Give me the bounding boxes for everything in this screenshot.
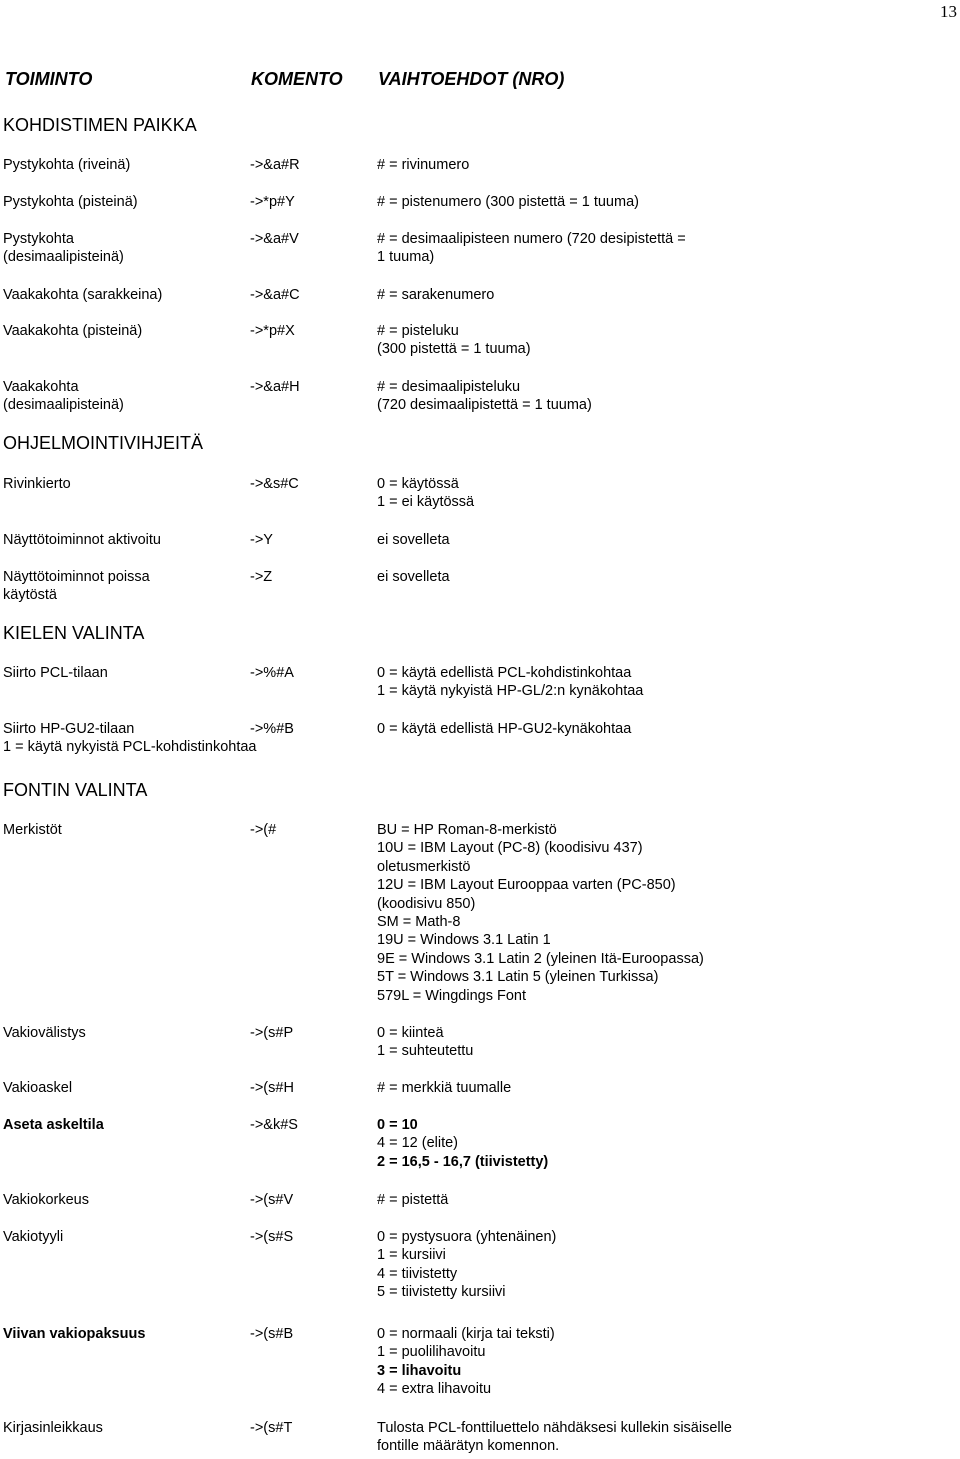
command-cell: ->Y xyxy=(250,532,273,548)
options-cell xyxy=(377,720,937,738)
options-cell xyxy=(377,1024,937,1061)
option-line: 4 = tiivistetty xyxy=(377,1265,458,1282)
function-cell: Siirto HP-GU2-tilaan xyxy=(3,721,135,737)
options-cell xyxy=(377,1116,937,1171)
command-cell: ->&a#H xyxy=(250,379,300,395)
option-line: 0 = normaali (kirja tai teksti) xyxy=(377,1326,555,1342)
header-options: VAIHTOEHDOT (NRO) xyxy=(378,69,565,89)
option-line: 1 = käytä nykyistä HP-GL/2:n kynäkohtaa xyxy=(377,683,644,700)
function-cell xyxy=(3,568,243,605)
options-cell xyxy=(377,230,937,267)
option-line: 1 = ei käytössä xyxy=(377,494,475,511)
option-line: 0 = käytä edellistä PCL-kohdistinkohtaa xyxy=(377,665,632,681)
section-title-cursor-position: KOHDISTIMEN PAIKKA xyxy=(3,115,197,135)
option-line: # = pisteluku xyxy=(377,323,459,339)
option-line: # = rivinumero xyxy=(377,157,470,173)
command-cell: ->&k#S xyxy=(250,1117,298,1133)
option-line: BU = HP Roman-8-merkistö xyxy=(377,822,557,838)
function-line: Pystykohta xyxy=(3,231,74,247)
option-line: # = desimaalipisteen numero (720 desipistettä = xyxy=(377,231,686,247)
option-line: # = pistettä xyxy=(377,1192,449,1208)
option-line: # = merkkiä tuumalle xyxy=(377,1080,512,1096)
section-title-font-selection: FONTIN VALINTA xyxy=(3,780,148,800)
function-cell: Pystykohta (pisteinä) xyxy=(3,194,138,210)
function-cell: Vakiovälistys xyxy=(3,1025,86,1041)
command-cell: ->%#B xyxy=(250,721,294,737)
section-title-programming-hints: OHJELMOINTIVIHJEITÄ xyxy=(3,433,204,453)
option-line: 1 tuuma) xyxy=(377,249,435,266)
options-cell xyxy=(377,568,937,586)
command-cell: ->*p#X xyxy=(250,323,295,339)
command-cell: ->(s#B xyxy=(250,1326,294,1342)
function-cell: Siirto PCL-tilaan xyxy=(3,665,108,681)
option-line: # = desimaalipisteluku xyxy=(377,379,521,395)
function-line: Näyttötoiminnot poissa xyxy=(3,569,150,585)
option-line: 0 = 10 xyxy=(377,1117,418,1133)
options-cell xyxy=(377,378,937,415)
command-cell: ->&a#V xyxy=(250,231,299,247)
option-line: 1 = kursiivi xyxy=(377,1247,446,1264)
options-cell xyxy=(377,1419,937,1456)
command-cell: ->(s#V xyxy=(250,1192,294,1208)
command-cell: ->(s#H xyxy=(250,1080,294,1096)
command-cell: ->(s#P xyxy=(250,1025,294,1041)
function-cell: Merkistöt xyxy=(3,822,62,838)
options-cell xyxy=(377,286,937,304)
command-cell: ->&a#C xyxy=(250,287,300,303)
options-cell xyxy=(377,1325,937,1399)
options-cell xyxy=(377,664,937,701)
command-cell: ->%#A xyxy=(250,665,294,681)
options-cell xyxy=(377,1079,937,1097)
option-line: 0 = käytössä xyxy=(377,476,459,492)
option-line: (koodisivu 850) xyxy=(377,895,476,912)
option-line: fontille määrätyn komennon. xyxy=(377,1438,560,1455)
header-command: KOMENTO xyxy=(251,69,343,89)
function-cell: Vaakakohta (pisteinä) xyxy=(3,323,143,339)
command-cell: ->&a#R xyxy=(250,157,300,173)
function-cell: Näyttötoiminnot aktivoitu xyxy=(3,532,161,548)
option-line: SM = Math-8 xyxy=(377,914,461,931)
command-cell: ->(s#T xyxy=(250,1420,293,1436)
options-cell xyxy=(377,821,937,1005)
command-cell: ->(s#S xyxy=(250,1229,294,1245)
option-line: 4 = 12 (elite) xyxy=(377,1135,459,1152)
option-line: 9E = Windows 3.1 Latin 2 (yleinen Itä-Euroopassa) xyxy=(377,950,704,967)
options-cell xyxy=(377,531,937,549)
option-line: 3 = lihavoitu xyxy=(377,1362,462,1379)
option-line: Tulosta PCL-fonttiluettelo nähdäksesi kullekin sisäiselle xyxy=(377,1420,732,1436)
option-line: 12U = IBM Layout Eurooppaa varten (PC-850) xyxy=(377,877,676,894)
option-line: (300 pistettä = 1 tuuma) xyxy=(377,341,531,358)
command-cell: ->&s#C xyxy=(250,476,299,492)
option-line: 1 = suhteutettu xyxy=(377,1043,474,1060)
option-line: # = sarakenumero xyxy=(377,287,495,303)
command-cell: ->Z xyxy=(250,569,273,585)
continuation-line: 1 = käytä nykyistä PCL-kohdistinkohtaa xyxy=(3,739,257,755)
option-line: 10U = IBM Layout (PC-8) (koodisivu 437) xyxy=(377,840,643,857)
function-cell: Pystykohta (riveinä) xyxy=(3,157,131,173)
option-line: (720 desimaalipistettä = 1 tuuma) xyxy=(377,397,592,414)
option-line: 5T = Windows 3.1 Latin 5 (yleinen Turkissa) xyxy=(377,969,659,986)
options-cell xyxy=(377,475,937,512)
options-cell xyxy=(377,322,937,359)
function-line: (desimaalipisteinä) xyxy=(3,397,124,414)
section-title-language-selection: KIELEN VALINTA xyxy=(3,623,145,643)
page-number: 13 xyxy=(940,2,957,21)
option-line: 0 = käytä edellistä HP-GU2-kynäkohtaa xyxy=(377,721,632,737)
options-cell xyxy=(377,1191,937,1209)
option-line: ei sovelleta xyxy=(377,532,450,548)
command-cell: ->*p#Y xyxy=(250,194,295,210)
options-cell xyxy=(377,1228,937,1302)
table-header xyxy=(5,69,945,93)
option-line: 1 = puolilihavoitu xyxy=(377,1344,486,1361)
option-line: 4 = extra lihavoitu xyxy=(377,1381,492,1398)
function-cell: Rivinkierto xyxy=(3,476,71,492)
function-cell: Aseta askeltila xyxy=(3,1117,104,1133)
option-line: oletusmerkistö xyxy=(377,858,471,875)
option-line: 0 = kiinteä xyxy=(377,1025,444,1041)
option-line: 2 = 16,5 - 16,7 (tiivistetty) xyxy=(377,1153,549,1170)
function-cell xyxy=(3,378,243,415)
option-line: 5 = tiivistetty kursiivi xyxy=(377,1284,506,1301)
command-cell: ->(# xyxy=(250,822,277,838)
option-line: 0 = pystysuora (yhtenäinen) xyxy=(377,1229,557,1245)
function-cell xyxy=(3,230,243,267)
function-cell: Viivan vakiopaksuus xyxy=(3,1326,146,1342)
function-line: (desimaalipisteinä) xyxy=(3,249,124,266)
option-line: 579L = Wingdings Font xyxy=(377,987,526,1004)
function-line: Vaakakohta xyxy=(3,379,79,395)
header-function: TOIMINTO xyxy=(5,69,93,89)
option-line: 19U = Windows 3.1 Latin 1 xyxy=(377,932,551,949)
option-line: # = pistenumero (300 pistettä = 1 tuuma) xyxy=(377,194,639,210)
function-cell: Kirjasinleikkaus xyxy=(3,1420,103,1436)
function-cell: Vaakakohta (sarakkeina) xyxy=(3,287,163,303)
function-line: käytöstä xyxy=(3,587,57,604)
options-cell xyxy=(377,156,937,174)
function-cell: Vakiotyyli xyxy=(3,1229,64,1245)
function-cell: Vakioaskel xyxy=(3,1080,73,1096)
function-cell: Vakiokorkeus xyxy=(3,1192,89,1208)
option-line: ei sovelleta xyxy=(377,569,450,585)
options-cell xyxy=(377,193,937,211)
